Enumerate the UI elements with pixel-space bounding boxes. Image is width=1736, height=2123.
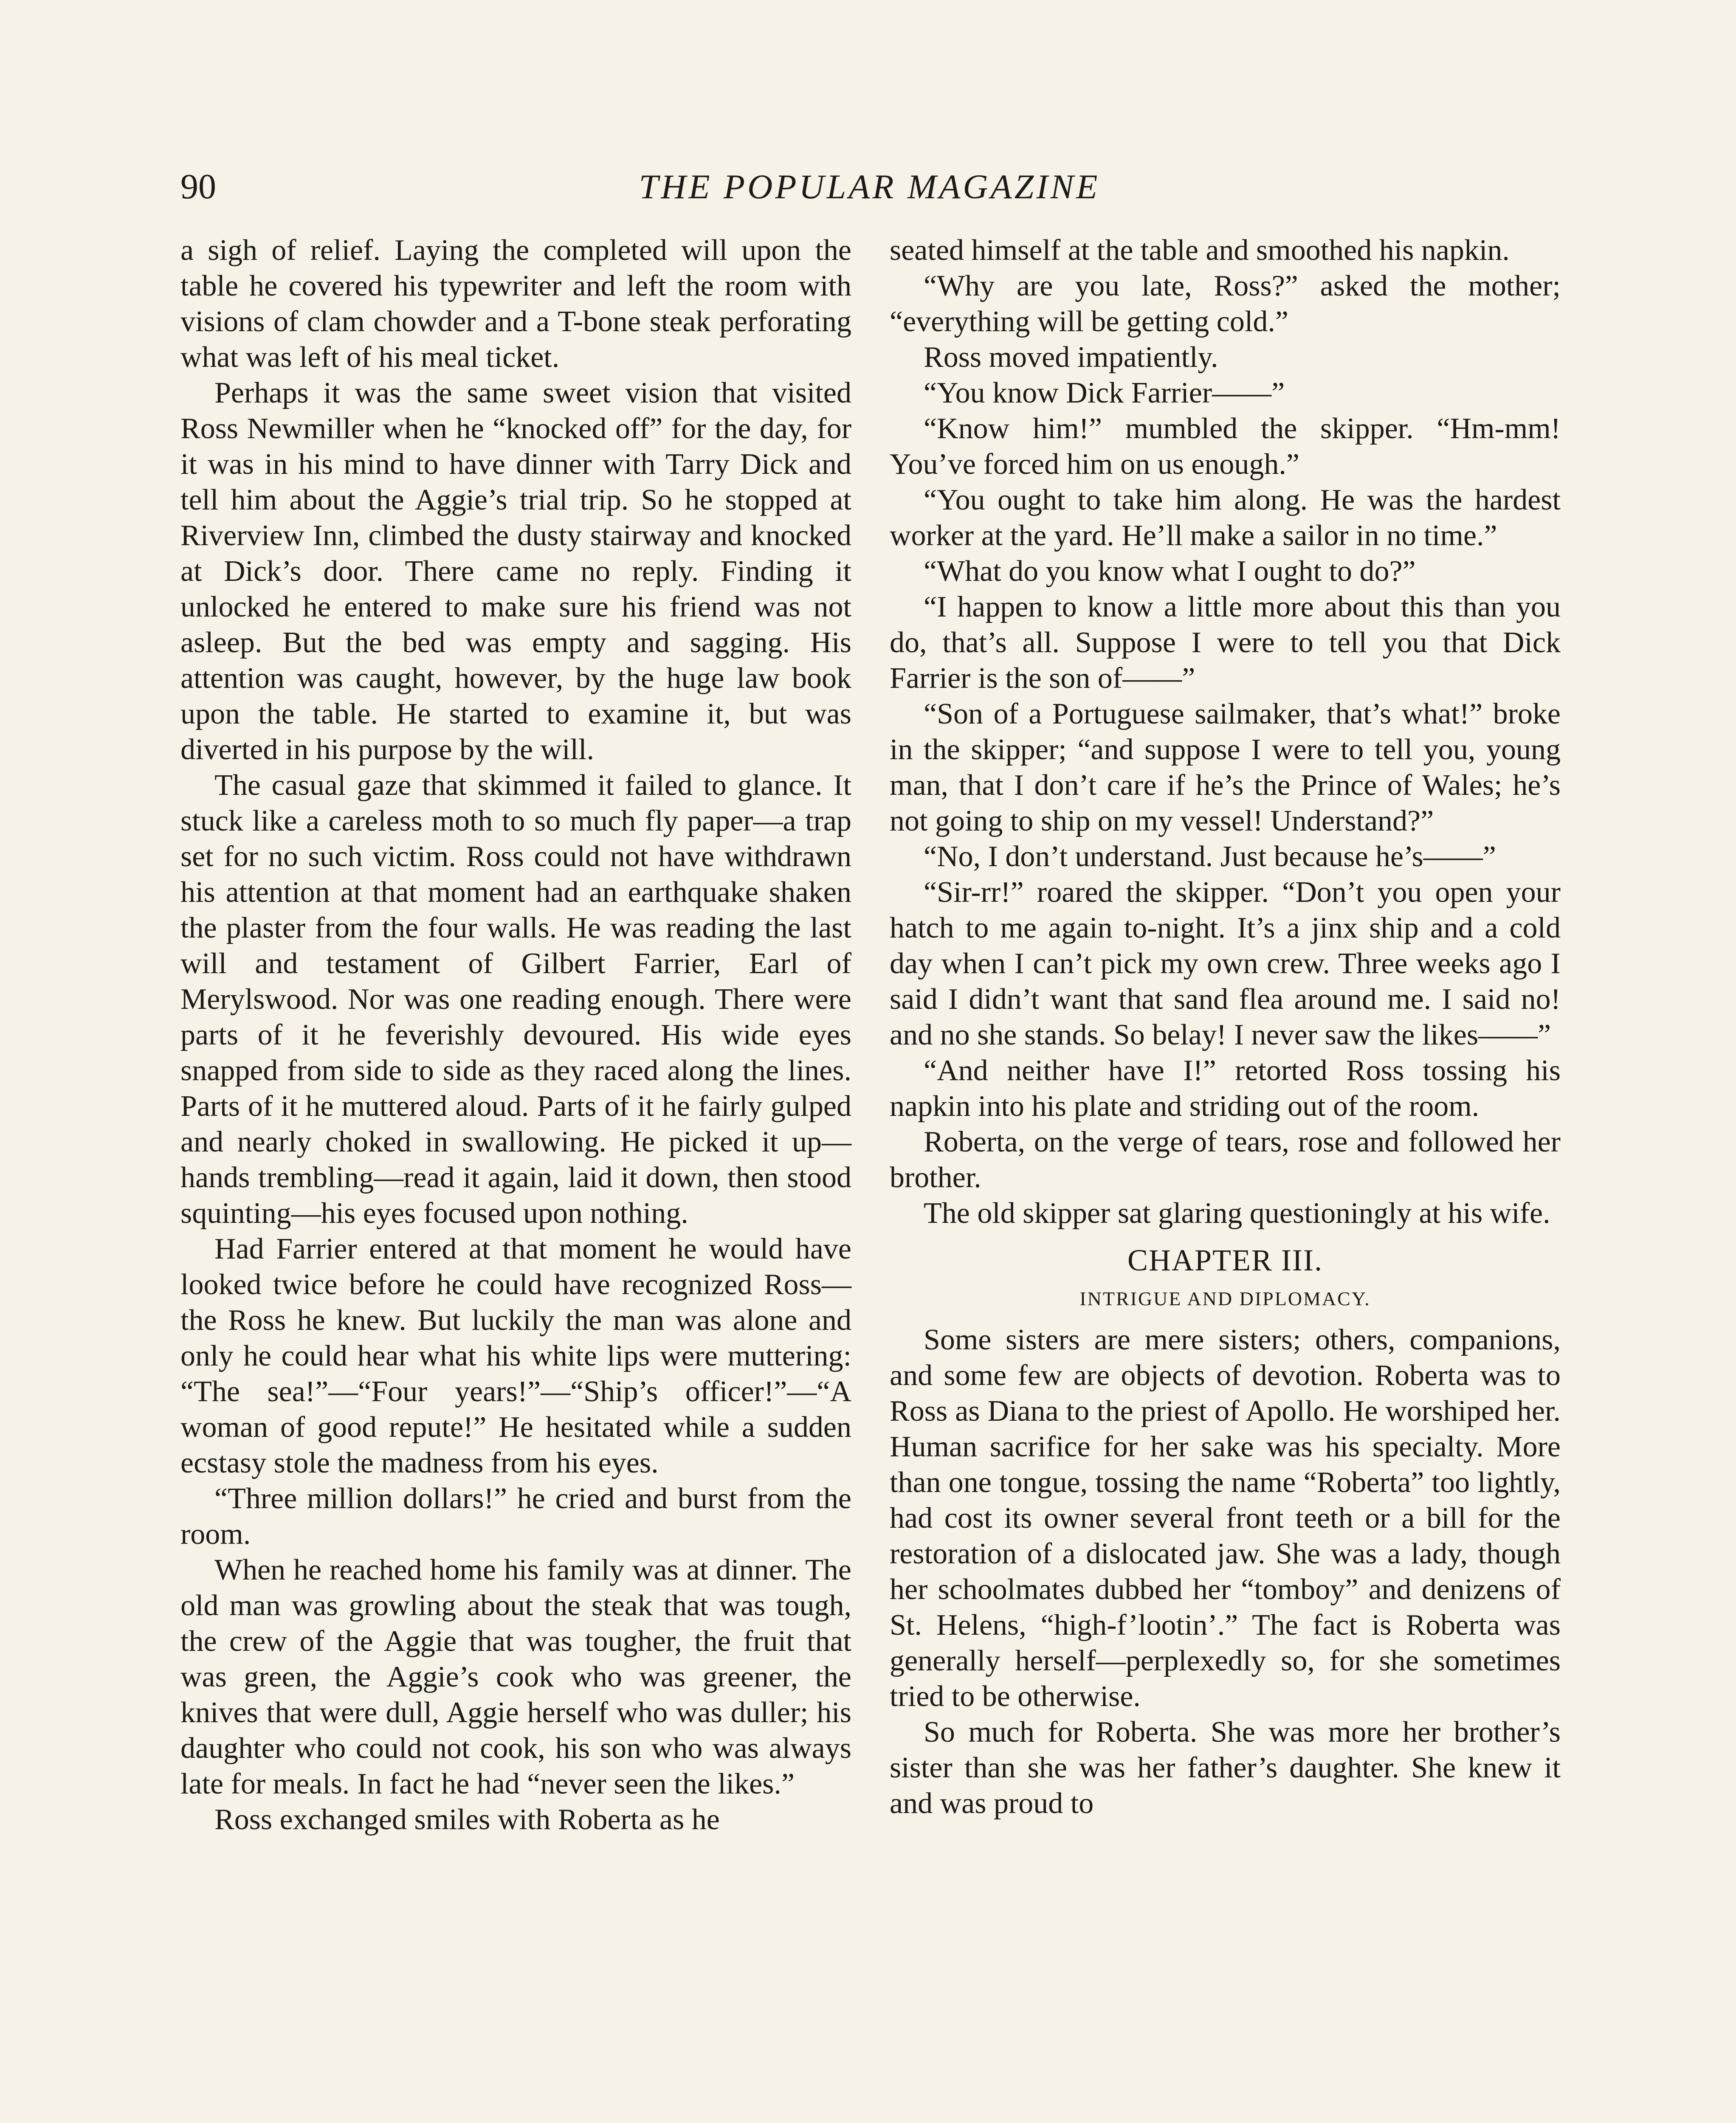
paragraph: “Sir-rr!” roared the skipper. “Don’t you open your hatch to me again to-night. It’s a jinx ship and a cold day when I can’t pick my own crew. Three weeks ago I said I didn’t want that sand flea around me. I said no! and no she stands. So belay! I never saw the likes——” [890,876,1561,1051]
paragraph: “Son of a Portuguese sailmaker, that’s what!” broke in the skipper; “and suppose I were to tell you, young man, that I don’t care if he’s the Prince of Wales; he’s not going to ship on my vessel! Understand?” [890,698,1561,837]
paragraph: Ross exchanged smiles with Roberta as he [214,1803,720,1836]
right-column [890,233,1561,1822]
paragraph: a sigh of relief. Laying the completed will upon the table he covered his typewriter and left the room with visions of clam chowder and a T-bone steak perforating what was left of his meal ticket. [180,234,851,374]
paragraph: Had Farrier entered at that moment he would have looked twice before he could have recognized Ross—the Ross he knew. But luckily the man was alone and only he could hear what his white lips were muttering: “The sea!”—“Four years!”—“Ship’s officer!”—“A woman of good repute!” He hesitated while a sudden ecstasy stole the madness from his eyes. [180,1233,851,1479]
chapter-title: CHAPTER III. [1127,1243,1323,1277]
paragraph: The old skipper sat glaring questioningly at his wife. [924,1197,1550,1230]
paragraph: seated himself at the table and smoothed his napkin. [890,234,1510,267]
paragraph: “Know him!” mumbled the skipper. “Hm-mm! You’ve forced him on us enough.” [890,412,1561,481]
paragraph: “And neither have I!” retorted Ross tossing his napkin into his plate and striding out of the room. [890,1054,1561,1123]
paragraph: So much for Roberta. She was more her brother’s sister than she was her father’s daughter. She knew it and was proud to [890,1716,1561,1820]
paragraph: “Why are you late, Ross?” asked the mother; “everything will be getting cold.” [890,270,1561,338]
paragraph: The casual gaze that skimmed it failed to glance. It stuck like a careless moth to so much fly paper—a trap set for no such victim. Ross could not have withdrawn his attention at that moment had an earthquake shaken the plaster from the four walls. He was reading the last will and testament of Gilbert Farrier, Earl of Merylswood. Nor was one reading enough. There were parts of it he feverishly devoured. His wide eyes snapped from side to side as they raced along the lines. Parts of it he muttered aloud. Parts of it he fairly gulped and nearly choked in swallowing. He picked it up—hands trembling—read it again, laid it down, then stood squinting—his eyes focused upon nothing. [180,769,851,1230]
paragraph: “You ought to take him along. He was the hardest worker at the yard. He’ll make a sailor in no time.” [890,484,1561,552]
paragraph: “What do you know what I ought to do?” [924,555,1416,588]
page-header [180,161,1558,217]
paragraph: “I happen to know a little more about this than you do, that’s all. Suppose I were to tell you that Dick Farrier is the son of——” [890,591,1561,695]
paragraph: Some sisters are mere sisters; others, companions, and some few are objects of devotion. Roberta was to Ross as Diana to the priest of Apollo. He worshiped her. Human sacrifice for her sake was his specialty. More than one tongue, tossing the name “Roberta” too lightly, had cost its owner several front teeth or a bill for the restoration of a dislocated jaw. She was a lady, though her schoolmates dubbed her “tomboy” and denizens of St. Helens, “high-f’lootin’.” The fact is Roberta was generally herself—perplexedly so, for she sometimes tried to be otherwise. [890,1323,1561,1713]
paragraph: “You know Dick Farrier——” [924,377,1285,409]
paragraph: Perhaps it was the same sweet vision that visited Ross Newmiller when he “knocked off” for the day, for it was in his mind to have dinner with Tarry Dick and tell him about the Aggie’s trial trip. So he stopped at Riverview Inn, climbed the dusty stairway and knocked at Dick’s door. There came no reply. Finding it unlocked he entered to make sure his friend was not asleep. But the bed was empty and sagging. His attention was caught, however, by the huge law book upon the table. He started to examine it, but was diverted in his purpose by the will. [180,377,851,766]
paragraph: “No, I don’t understand. Just because he’s——” [924,840,1496,873]
paragraph: Roberta, on the verge of tears, rose and followed her brother. [890,1126,1561,1194]
chapter-subtitle: INTRIGUE AND DIPLOMACY. [1079,1288,1371,1309]
paragraph: When he reached home his family was at dinner. The old man was growling about the steak that was tough, the crew of the Aggie that was tougher, the fruit that was green, the Aggie’s cook who was greener, the knives that were dull, Aggie herself who was duller; his daughter who could not cook, his son who was always late for meals. In fact he had “never seen the likes.” [180,1554,851,1800]
page-number: 90 [180,167,216,206]
running-title: THE POPULAR MAGAZINE [639,167,1100,206]
paragraph: “Three million dollars!” he cried and burst from the room. [180,1482,851,1551]
paragraph: Ross moved impatiently. [924,341,1218,374]
left-column [180,233,851,1838]
